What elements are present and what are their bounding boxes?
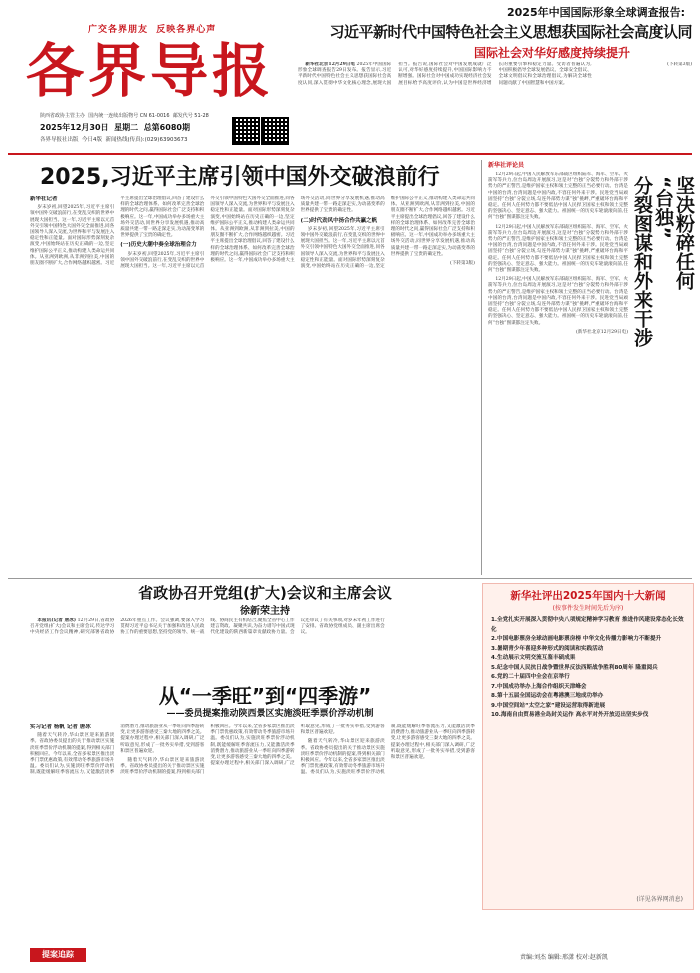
cppcc-body: 本报讯(记者 唐冰) 12月29日,省政协召开党组(扩大)会议和主席会议,传达学习中央经济工作会议精神,研究部署省政协2026年重点工作。会议强调,要深入学习贯彻习近平总书记关于加强和改进人民政协工作的重要思想,坚持党的领导、统一战线、协商民主有机结合,聚焦全省中心工作建言资政、凝聚共识,为奋力谱写中国式现代化建设的陕西新篇章贡献政协力量。会议还审议了有关事项,对岁末年初工作进行了安排。省政协党组成员、副主席出席会议。 xyxy=(30,618,385,636)
slogan-left: 广交各界朋友 xyxy=(88,25,149,35)
top-story-dateline: 新华社北京12月29日电 xyxy=(305,62,356,67)
lead-subhead: (一)历史大潮中奏全球治理合力 xyxy=(120,242,197,249)
list-item: 6.党的二十届四中全会在京举行 xyxy=(491,674,570,680)
qr-code-icon xyxy=(261,117,289,145)
cppcc-person: 徐新荣主持 xyxy=(240,606,290,617)
issue-number: 总第6080期 xyxy=(143,123,190,132)
top-story-subhead: 国际社会对华好感度持续提升 xyxy=(473,46,630,60)
divider xyxy=(8,578,692,579)
cppcc-headline: 省政协召开党组(扩大)会议和主席会议 xyxy=(138,584,392,602)
feature-body: 实习记者 杨帆 记者 唐冰 随着天气转冷,华山景区迎来旅游淡季。省政协委员提出的关于推动景区实施淡旺季票价浮动机制的提案,得到相关部门积极回应。今年以来,全省多家景区推出淡季门票优惠政策,有效带动冬季旅游市场升温。委员们认为,实施淡旺季票价浮动机制,既能缓解旺季客流压力,又能激活淡季消费潜力,推动旅游业从一季旺向四季游转变,让更多游客感受三秦大地的四季之美。提案办理过程中,相关部门深入调研,广泛听取意见,形成了一批务实举措,受到游客和景区普遍欢迎。 随着天气转冷,华山景区迎来旅游淡季。省政协委员提出的关于推动景区实施淡旺季票价浮动机制的提案,得到相关部门积极回应。今年以来,全省多家景区推出淡季门票优惠政策,有效带动冬季旅游市场升温。委员们认为,实施淡旺季票价浮动机制,既能缓解旺季客流压力,又能激活淡季消费潜力,推动旅游业从一季旺向四季游转变,让更多游客感受三秦大地的四季之美。提案办理过程中,相关部门深入调研,广泛听取意见,形成了一批务实举措,受到游客和景区普遍欢迎。 随着天气转冷,华山景区迎来旅游淡季。省政协委员提出的关于推动景区实施淡旺季票价浮动机制的提案,得到相关部门积极回应。今年以来,全省多家景区推出淡季门票优惠政策,有效带动冬季旅游市场升温。委员们认为,实施淡旺季票价浮动机制,既能缓解旺季客流压力,又能激活淡季消费潜力,推动旅游业从一季旺向四季游转变,让更多游客感受三秦大地的四季之美。提案办理过程中,相关部门深入调研,广泛听取意见,形成了一批务实举措,受到游客和景区普遍欢迎。 xyxy=(30,724,475,776)
masthead-date-line xyxy=(40,122,240,133)
commentary-headline: 坚决粉碎任何 “台独” 分裂图谋和外来干涉 xyxy=(631,176,695,347)
qr-code-icon xyxy=(232,117,260,145)
list-item: 1.全党扎实开展深入贯彻中央八项规定精神学习教育 推进作风建设常态化长效化 xyxy=(491,617,684,633)
top-story-kicker: 2025年中国国际形象全球调查报告: xyxy=(506,6,685,19)
slogan-right: 反映各界心声 xyxy=(156,25,217,35)
list-item: 10.海南自由贸易港全岛封关运作 高水平对外开放迈出坚实步伐 xyxy=(491,712,649,718)
lead-jump: (下转第3版) xyxy=(450,261,475,267)
editor-credits: 责编:刘杰 编辑:邢潇 校对:赵新凯 xyxy=(520,954,608,961)
masthead-publisher-line: 陕西省政协主管主办 国内统一连续出版物号 CN 61-0016 邮发代号 51-28 xyxy=(40,113,209,119)
top-story-headline: 习近平新时代中国特色社会主义思想获国际社会高度认同 xyxy=(329,23,692,41)
list-item: 4.生动展示文明交流互鉴丰硕成果 xyxy=(491,655,576,661)
commentary-footer: (新华社北京12月29日电) xyxy=(575,329,628,335)
masthead-info-line: 各界导报社出版 今日4版 新闻热线(传真):(029)63903673 xyxy=(40,137,188,143)
feature-headline: 从“一季旺”到“四季游” xyxy=(158,684,372,708)
top-story-jump: (下转第3版) xyxy=(667,62,692,67)
list-item: 5.纪念中国人民抗日战争暨世界反法西斯战争胜利80周年 隆重阅兵 xyxy=(491,664,658,671)
top-ten-footer: (详见各界网消息) xyxy=(636,896,683,903)
top-ten-box xyxy=(482,583,694,910)
list-item: 7.中国成功举办上海合作组织天津峰会 xyxy=(491,683,587,690)
masthead-title: 各界导报 xyxy=(25,37,274,105)
list-item: 9.中国空间站“太空之家”建设运营取得新进展 xyxy=(491,702,606,709)
commentary-label: 新华社评论员 xyxy=(488,162,525,169)
cppcc-byline: 本报讯(记者 唐冰) xyxy=(37,618,77,623)
proposal-tracking-tag: 提案追踪 xyxy=(30,948,86,962)
list-item: 3.暑期青少年喜迎多种形式的阅读和实践活动 xyxy=(491,645,604,652)
commentary-body: 12月29日起,中国人民解放军东部战区组织陆军、海军、空军、火箭军等兵力,位台岛周边开展演习,这是对“台独”分裂势力和外部干涉势力的严正警告,是维护国家主权和领土完整的正当必要行动。台湾是中国的台湾,台湾问题是中国内政,不容任何外来干涉。民进党当局顽固坚持“台独”分裂立场,勾连外部势力谋“独”挑衅,严重破坏台海和平稳定。任何人任何势力都不要低估中国人民捍卫国家主权和领土完整的坚强决心、坚定意志、强大能力。祖国统一的历史车轮滚滚向前,任何“台独”图谋都注定失败。 12月29日起,中国人民解放军东部战区组织陆军、海军、空军、火箭军等兵力,位台岛周边开展演习,这是对“台独”分裂势力和外部干涉势力的严正警告,是维护国家主权和领土完整的正当必要行动。台湾是中国的台湾,台湾问题是中国内政,不容任何外来干涉。民进党当局顽固坚持“台独”分裂立场,勾连外部势力谋“独”挑衅,严重破坏台海和平稳定。任何人任何势力都不要低估中国人民捍卫国家主权和领土完整的坚强决心、坚定意志、强大能力。祖国统一的历史车轮滚滚向前,任何“台独”图谋都注定失败。 12月29日起,中国人民解放军东部战区组织陆军、海军、空军、火箭军等兵力,位台岛周边开展演习,这是对“台独”分裂势力和外部干涉势力的严正警告,是维护国家主权和领土完整的正当必要行动。台湾是中国的台湾,台湾问题是中国内政,不容任何外来干涉。民进党当局顽固坚持“台独”分裂立场,勾连外部势力谋“独”挑衅,严重破坏台海和平稳定。任何人任何势力都不要低估中国人民捍卫国家主权和领土完整的坚强决心、坚定意志、强大能力。祖国统一的历史车轮滚滚向前,任何“台独”图谋都注定失败。 (新华社北京12月29日电) xyxy=(488,172,628,335)
top-ten-list xyxy=(483,616,693,721)
list-item: 8.第十五届全国运动会在粤港澳三地成功举办 xyxy=(491,693,604,699)
top-story-body: 新华社北京12月29日电 2025年中国国际形象全球调查报告29日发布。报告显示,习近平新时代中国特色社会主义思想获国际社会高度认同,深入贯彻中华文化核心理念,展现大国担当。报告说,国际社会对中国发展成就广泛认可,对华好感度持续提升,中国国际影响力不断增强。国际社会对中国成功实现经济社会发展目标给予高度评价,认为中国是世界经济增长的重要引擎和稳定力量。受访者普遍认为,中国积极倡导全球发展倡议、全球安全倡议、全球文明倡议和全球治理倡议,为解决全球性问题贡献了中国智慧和中国方案。 (下转第3版) xyxy=(298,62,692,86)
lead-headline: 2025,习近平主席引领中国外交破浪前行 xyxy=(40,165,440,190)
lead-byline: 新华社记者 xyxy=(30,196,58,202)
top-ten-title: 新华社评出2025年国内十大新闻 xyxy=(510,590,666,602)
issue-date: 2025年12月30日 xyxy=(40,123,109,132)
top-ten-subtitle: (按事件发生时间先后为序) xyxy=(552,605,624,612)
list-item: 2.中国电影票房全球动画电影票房榜 中华文化传播力影响力不断提升 xyxy=(491,636,662,642)
feature-subhead: ——委员提案推动陕西景区实施淡旺季票价浮动机制 xyxy=(166,709,374,719)
feature-byline: 实习记者 杨帆 记者 唐冰 xyxy=(30,724,91,730)
lead-body: 新华社记者 岁末岁初,回望2025年,习近平主席引领中国外交破浪前行,在变乱交织的世界中展现大国担当。这一年,习近平主席以元首外交引领中国特色大国外交全面推进,同各国领导人深入交流,为世界和平与发展注入稳定性和正能量。面对国际形势深刻复杂演变,中国始终站在历史正确的一边,坚定维护国际公平正义,推动构建人类命运共同体。从亚洲到欧洲,从非洲到拉美,中国的朋友圈不断扩大,合作网络越织越密。习近平主席提出全球治理倡议,回答了建设什么样的全球治理体系、如何改革完善全球治理的时代之问,赢得国际社会广泛支持和积极响应。这一年,中国成功举办多场重大主场外交活动,同世界分享发展机遇,推动高质量共建一带一路走深走实,为动荡变革的世界提供了宝贵的确定性。 (一)历史大潮中奏全球治理合力 岁末岁初,回望2025年,习近平主席引领中国外交破浪前行,在变乱交织的世界中展现大国担当。这一年,习近平主席以元首外交引领中国特色大国外交全面推进,同各国领导人深入交流,为世界和平与发展注入稳定性和正能量。面对国际形势深刻复杂演变,中国始终站在历史正确的一边,坚定维护国际公平正义,推动构建人类命运共同体。从亚洲到欧洲,从非洲到拉美,中国的朋友圈不断扩大,合作网络越织越密。习近平主席提出全球治理倡议,回答了建设什么样的全球治理体系、如何改革完善全球治理的时代之问,赢得国际社会广泛支持和积极响应。这一年,中国成功举办多场重大主场外交活动,同世界分享发展机遇,推动高质量共建一带一路走深走实,为动荡变革的世界提供了宝贵的确定性。 (二)时代劲风中扬合作共赢之帆 岁末岁初,回望2025年,习近平主席引领中国外交破浪前行,在变乱交织的世界中展现大国担当。这一年,习近平主席以元首外交引领中国特色大国外交全面推进,同各国领导人深入交流,为世界和平与发展注入稳定性和正能量。面对国际形势深刻复杂演变,中国始终站在历史正确的一边,坚定维护国际公平正义,推动构建人类命运共同体。从亚洲到欧洲,从非洲到拉美,中国的朋友圈不断扩大,合作网络越织越密。习近平主席提出全球治理倡议,回答了建设什么样的全球治理体系、如何改革完善全球治理的时代之问,赢得国际社会广泛支持和积极响应。这一年,中国成功举办多场重大主场外交活动,同世界分享发展机遇,推动高质量共建一带一路走深走实,为动荡变革的世界提供了宝贵的确定性。 (下转第3版) xyxy=(30,196,475,270)
issue-weekday: 星期二 xyxy=(114,123,139,132)
divider xyxy=(8,153,692,155)
divider xyxy=(481,160,482,575)
lead-subhead: (二)时代劲风中扬合作共赢之帆 xyxy=(300,217,378,224)
masthead-slogan xyxy=(88,22,216,35)
